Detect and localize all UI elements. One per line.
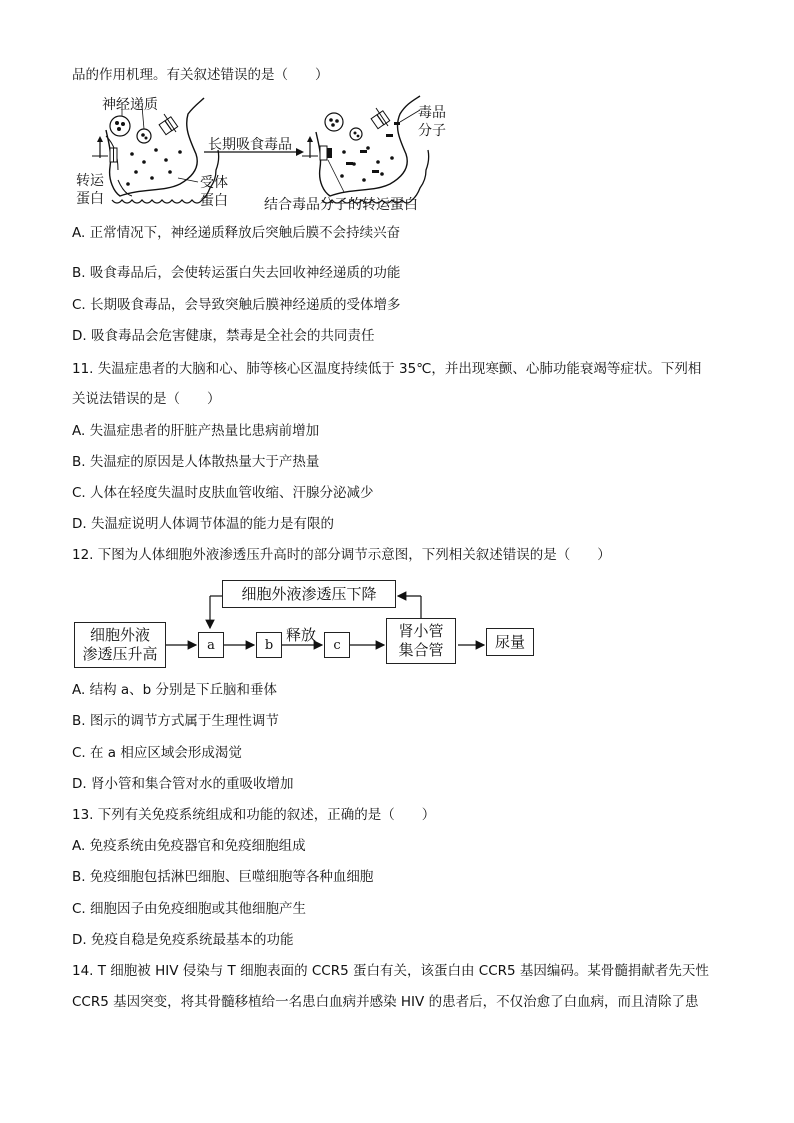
q11-stem-line2: 关说法错误的是（ ）: [72, 391, 221, 407]
box-kidney-line1: 肾小管: [398, 622, 444, 640]
q10-stem: 品的作用机理。有关叙述错误的是（ ）: [72, 67, 329, 83]
q13-option-c: C. 细胞因子由免疫细胞或其他细胞产生: [72, 901, 307, 917]
box-osmotic-increase: [74, 622, 166, 668]
q13-option-a: A. 免疫系统由免疫器官和免疫细胞组成: [72, 838, 306, 854]
box-osmotic-decrease: 细胞外液渗透压下降: [222, 580, 396, 608]
q14-stem-line2: CCR5 基因突变，将其骨髓移植给一名患白血病并感染 HIV 的患者后，不仅治愈了白血病，而且清除了患: [72, 994, 699, 1010]
q12-option-a: A. 结构 a、b 分别是下丘脑和垂体: [72, 682, 278, 698]
q14-stem-line1: 14. T 细胞被 HIV 侵染与 T 细胞表面的 CCR5 蛋白有关，该蛋白由 CCR5 基因编码。某骨髓捐献者先天性: [72, 963, 709, 979]
label-drug-1: 毒品: [418, 105, 446, 121]
q10-option-c: C. 长期吸食毒品，会导致突触后膜神经递质的受体增多: [72, 297, 401, 313]
box-osmotic-increase-line1: 细胞外液: [89, 626, 150, 644]
synapse-drug: [302, 96, 429, 203]
box-b: b: [256, 632, 282, 658]
label-release: 释放: [286, 626, 317, 644]
label-bound-transporter: 结合毒品分子的转运蛋白: [264, 197, 418, 213]
q10-option-b: B. 吸食毒品后，会使转运蛋白失去回收神经递质的功能: [72, 265, 401, 281]
q12-option-b: B. 图示的调节方式属于生理性调节: [72, 713, 279, 729]
box-c: c: [324, 632, 350, 658]
box-osmotic-increase-line2: 渗透压升高: [82, 645, 158, 663]
q11-stem-line1: 11. 失温症患者的大脑和心、肺等核心区温度持续低于 35℃，并出现寒颤、心肺功能衰竭等症状。下列相: [72, 361, 702, 377]
q12-option-d: D. 肾小管和集合管对水的重吸收增加: [72, 776, 294, 792]
q11-option-b: B. 失温症的原因是人体散热量大于产热量: [72, 454, 320, 470]
box-kidney-tubule: [386, 618, 456, 664]
label-receptor-1: 受体: [200, 175, 228, 191]
label-neurotransmitter: 神经递质: [102, 97, 158, 113]
q11-option-d: D. 失温症说明人体调节体温的能力是有限的: [72, 516, 334, 532]
q11-option-a: A. 失温症患者的肝脏产热量比患病前增加: [72, 423, 320, 439]
q13-stem: 13. 下列有关免疫系统组成和功能的叙述，正确的是（ ）: [72, 807, 436, 823]
label-transporter-1: 转运: [76, 173, 104, 189]
q10-option-d: D. 吸食毒品会危害健康，禁毒是全社会的共同责任: [72, 328, 375, 344]
box-a: a: [198, 632, 224, 658]
q12-option-c: C. 在 a 相应区域会形成渴觉: [72, 745, 242, 761]
box-urine-volume: 尿量: [486, 628, 534, 656]
q10-option-a: A. 正常情况下，神经递质释放后突触后膜不会持续兴奋: [72, 225, 401, 241]
label-receptor-2: 蛋白: [200, 193, 228, 209]
q12-stem: 12. 下图为人体细胞外液渗透压升高时的部分调节示意图，下列相关叙述错误的是（ ）: [72, 547, 611, 563]
label-drug-2: 分子: [418, 123, 446, 139]
label-long-term-drug: 长期吸食毒品: [208, 137, 292, 153]
q11-option-c: C. 人体在轻度失温时皮肤血管收缩、汗腺分泌减少: [72, 485, 374, 501]
q13-option-d: D. 免疫自稳是免疫系统最基本的功能: [72, 932, 294, 948]
q13-option-b: B. 免疫细胞包括淋巴细胞、巨噬细胞等各种血细胞: [72, 869, 374, 885]
label-transporter-2: 蛋白: [76, 191, 104, 207]
box-kidney-line2: 集合管: [398, 641, 444, 659]
